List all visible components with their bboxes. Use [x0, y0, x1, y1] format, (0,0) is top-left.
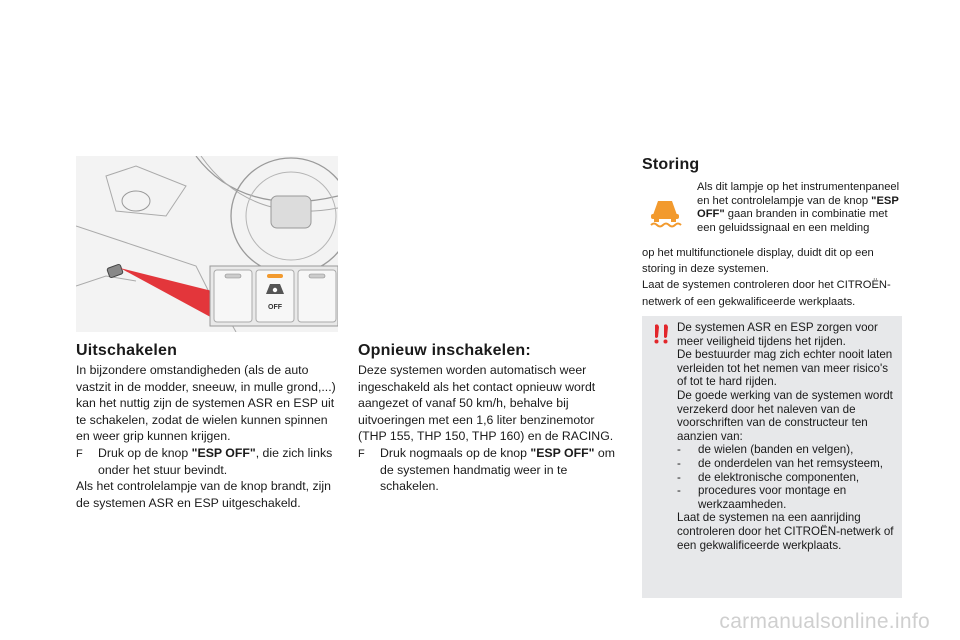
list-item [677, 471, 899, 485]
dash: - [677, 456, 681, 470]
esp-off-label: "ESP OFF" [191, 445, 256, 460]
dash: - [677, 484, 681, 498]
off-label: OFF [268, 304, 282, 311]
paragraph: In bijzondere omstandigheden (als de auto vastzit in de modder, sneeuw, in mulle grond,...) kan het nuttig zijn de systemen ASR en ESP uit te schakelen, zodat de wielen kunnen spinnen en weer grip kunnen krijgen. [76, 363, 336, 444]
warning-line: De goede werking van de systemen wordt verzekerd door het naleven van de voorschriften van de constructeur ten aanzien van: [677, 388, 893, 443]
bullet-text-pre: Druk op de knop [98, 445, 192, 460]
list-item [677, 443, 899, 457]
warning-text [677, 321, 899, 552]
bullet-marker: F [358, 447, 365, 460]
list-item-text: procedures voor montage en werkzaamheden. [698, 484, 847, 511]
dash: - [677, 443, 681, 457]
intro-text-pre: Als dit lampje op het instrumentenpaneel en het controlelampje van de knop [697, 181, 900, 207]
section-title-storing: Storing [642, 156, 700, 173]
bullet-marker: F [76, 447, 83, 460]
section-title-opnieuw: Opnieuw inschakelen: [358, 342, 531, 359]
warning-line: De systemen ASR en ESP zorgen voor meer veiligheid tijdens het rijden. [677, 321, 878, 348]
esp-warning-lamp-icon [645, 193, 685, 229]
esp-off-label: "ESP OFF" [697, 194, 899, 221]
warning-line: Laat de systemen na een aanrijding controleren door het CITROËN-netwerk of een gekwalificeerde werkplaats. [677, 511, 894, 552]
uitschakelen-body [76, 362, 338, 511]
bullet-text-post: , die zich links onder het stuur bevindt. [98, 445, 333, 477]
esp-off-label: "ESP OFF" [530, 445, 595, 460]
paragraph: Als het controlelampje van de knop brandt, zijn de systemen ASR en ESP uitgeschakeld. [76, 479, 331, 510]
opnieuw-body [358, 362, 620, 495]
list-item-text: de wielen (banden en velgen), [698, 443, 854, 457]
list-item [677, 484, 899, 511]
warning-line: De bestuurder mag zich echter nooit laten verleiden tot het nemen van meer risico's of tot te hard rijden. [677, 348, 893, 389]
bullet-item [76, 445, 338, 478]
dash: - [677, 470, 681, 484]
storing-body [642, 245, 906, 310]
section-title-uitschakelen: Uitschakelen [76, 342, 178, 359]
bullet-text [98, 445, 338, 478]
bullet-text-pre: Druk nogmaals op de knop [380, 445, 531, 460]
watermark: carmanualsonline.info [719, 610, 930, 633]
paragraph: Deze systemen worden automatisch weer ingeschakeld als het contact opnieuw wordt aangezet of vanaf 50 km/h, behalve bij uitvoeringen met een 1,6 liter benzinemotor (THP 155, THP 150, THP 160) en de RACING. [358, 363, 614, 444]
list-item-text: de elektronische componenten, [698, 470, 860, 484]
intro-text-post: gaan branden in combinatie met een geluidssignaal en een melding [697, 208, 888, 234]
bullet-text [380, 445, 620, 495]
paragraph: Laat de systemen controleren door het CITROËN-netwerk of een gekwalificeerde werkplaats. [642, 279, 891, 308]
esp-button-illustration [76, 156, 338, 332]
exclamation-warning-icon [650, 323, 674, 345]
list-item [677, 457, 899, 471]
bullet-item [358, 445, 620, 495]
paragraph: op het multifunctionele display, duidt dit op een storing in deze systemen. [642, 247, 874, 276]
list-item-text: de onderdelen van het remsysteem, [698, 456, 883, 470]
bullet-text-post: om de systemen handmatig weer in te schakelen. [380, 445, 615, 494]
dashboard-esp-button-illustration [76, 156, 338, 332]
storing-intro [697, 181, 907, 235]
